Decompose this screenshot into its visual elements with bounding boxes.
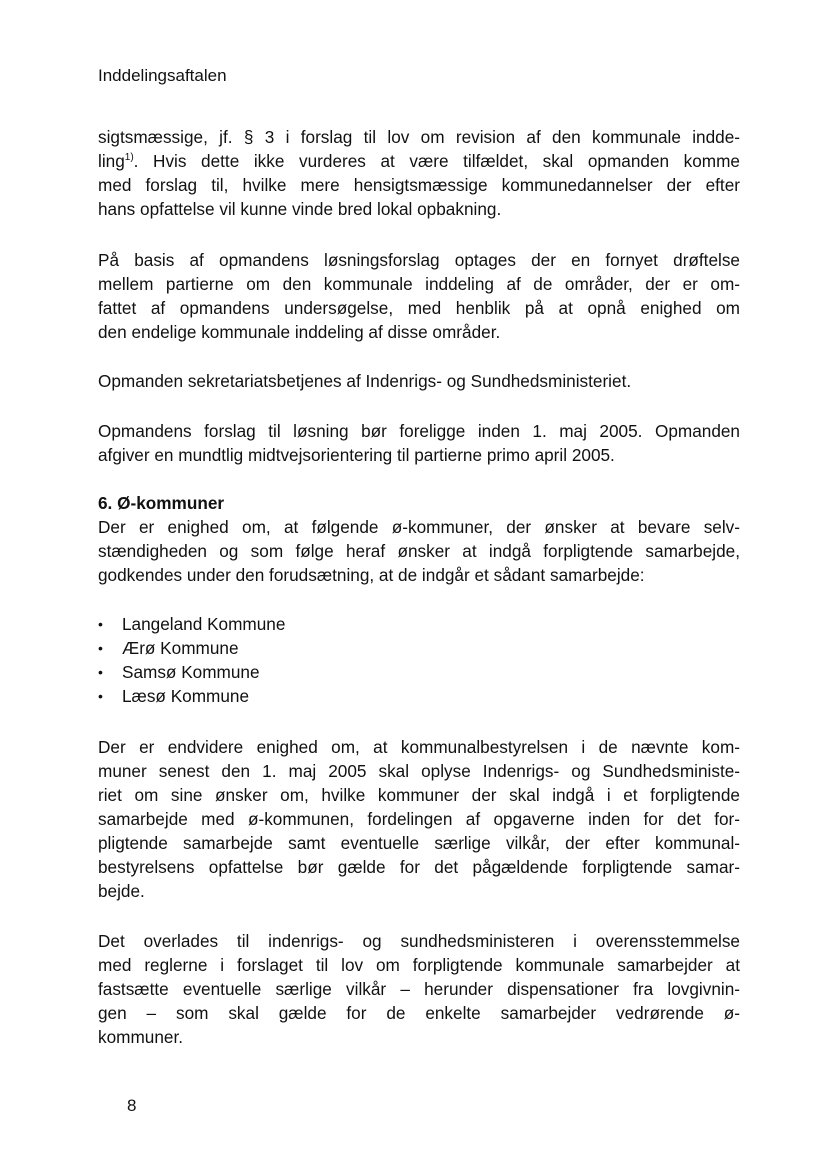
text-line: afgiver en mundtlig midtvejsorientering til partierne primo april 2005.: [98, 445, 615, 465]
text-line: godkendes under den forudsætning, at de indgår et sådant samarbejde:: [98, 565, 645, 585]
text-line: samarbejde med ø-kommunen, fordelingen af opgaverne inden for det for-: [98, 809, 740, 829]
paragraph-2: [98, 248, 740, 344]
section-heading: 6. Ø-kommuner: [98, 493, 225, 513]
text-line: Opmandens forslag til løsning bør foreligge inden 1. maj 2005. Opmanden: [98, 421, 740, 441]
bullet-icon: •: [98, 640, 103, 656]
text-line: fattet af opmandens undersøgelse, med henblik på at opnå enighed om: [98, 298, 740, 318]
text-line: hans opfattelse vil kunne vinde bred lokal opbakning.: [98, 199, 502, 219]
list-item-text: Langeland Kommune: [122, 614, 286, 634]
list-item-text: Læsø Kommune: [122, 686, 250, 706]
text-line: gen – som skal gælde for de enkelte samarbejder vedrørende ø-: [98, 1003, 740, 1023]
text-line: [98, 149, 740, 173]
paragraph-6b: [98, 929, 740, 1049]
bullet-icon: •: [98, 664, 103, 680]
text-line: riet om sine ønsker om, hvilke kommuner der skal indgå i et forpligtende: [98, 785, 740, 805]
text-line: pligtende samarbejde samt eventuelle særlige vilkår, der efter kommunal-: [98, 833, 740, 853]
text-line: den endelige kommunale inddeling af disse områder.: [98, 322, 501, 342]
bullet-list: [98, 612, 285, 708]
text-line: sigtsmæssige, jf. § 3 i forslag til lov om revision af den kommunale indde-: [98, 127, 740, 147]
text-line: På basis af opmandens løsningsforslag optages der en fornyet drøftelse: [98, 250, 740, 270]
text-line: med forslag til, hvilke mere hensigtsmæssige kommunedannelser der efter: [98, 175, 740, 195]
text-line: mellem partierne om den kommunale inddeling af de områder, der er om-: [98, 274, 740, 294]
list-item: [98, 660, 285, 684]
text-line: muner senest den 1. maj 2005 skal oplyse Indenrigs- og Sundhedsministe-: [98, 761, 740, 781]
paragraph-1: [98, 125, 740, 221]
text-line: Der er endvidere enighed om, at kommunalbestyrelsen i de nævnte kom-: [98, 737, 740, 757]
text-line: bestyrelsens opfattelse bør gælde for det pågældende forpligtende samar-: [98, 857, 740, 877]
list-item-text: Samsø Kommune: [122, 662, 260, 682]
section-6: [98, 491, 740, 587]
text-line: med reglerne i forslaget til lov om forpligtende kommunale samarbejder at: [98, 955, 740, 975]
bullet-icon: •: [98, 688, 103, 704]
paragraph-3: [98, 369, 740, 393]
list-item: [98, 636, 285, 660]
list-item: [98, 684, 285, 708]
text-line: Opmanden sekretariatsbetjenes af Indenrigs- og Sundhedsministeriet.: [98, 371, 632, 391]
footnote-reference[interactable]: 1): [124, 152, 134, 163]
paragraph-4: [98, 419, 740, 467]
text-line: stændigheden og som følge heraf ønsker at indgå forpligtende samarbejde,: [98, 541, 740, 561]
text-line: Der er enighed om, at følgende ø-kommuner, der ønsker at bevare selv-: [98, 517, 740, 537]
page-number: 8: [127, 1096, 137, 1115]
text-fragment: . Hvis dette ikke vurderes at være tilfældet, skal opmanden komme: [133, 151, 740, 171]
bullet-icon: •: [98, 616, 103, 632]
list-item-text: Ærø Kommune: [122, 638, 239, 658]
running-header: Inddelingsaftalen: [98, 66, 227, 85]
text-line: Det overlades til indenrigs- og sundhedsministeren i overensstemmelse: [98, 931, 740, 951]
paragraph-6a: [98, 735, 740, 903]
text-fragment: ling: [98, 151, 125, 171]
text-line: bejde.: [98, 881, 145, 901]
text-line: fastsætte eventuelle særlige vilkår – herunder dispensationer fra lovgivnin-: [98, 979, 740, 999]
list-item: [98, 612, 285, 636]
text-line: kommuner.: [98, 1027, 184, 1047]
